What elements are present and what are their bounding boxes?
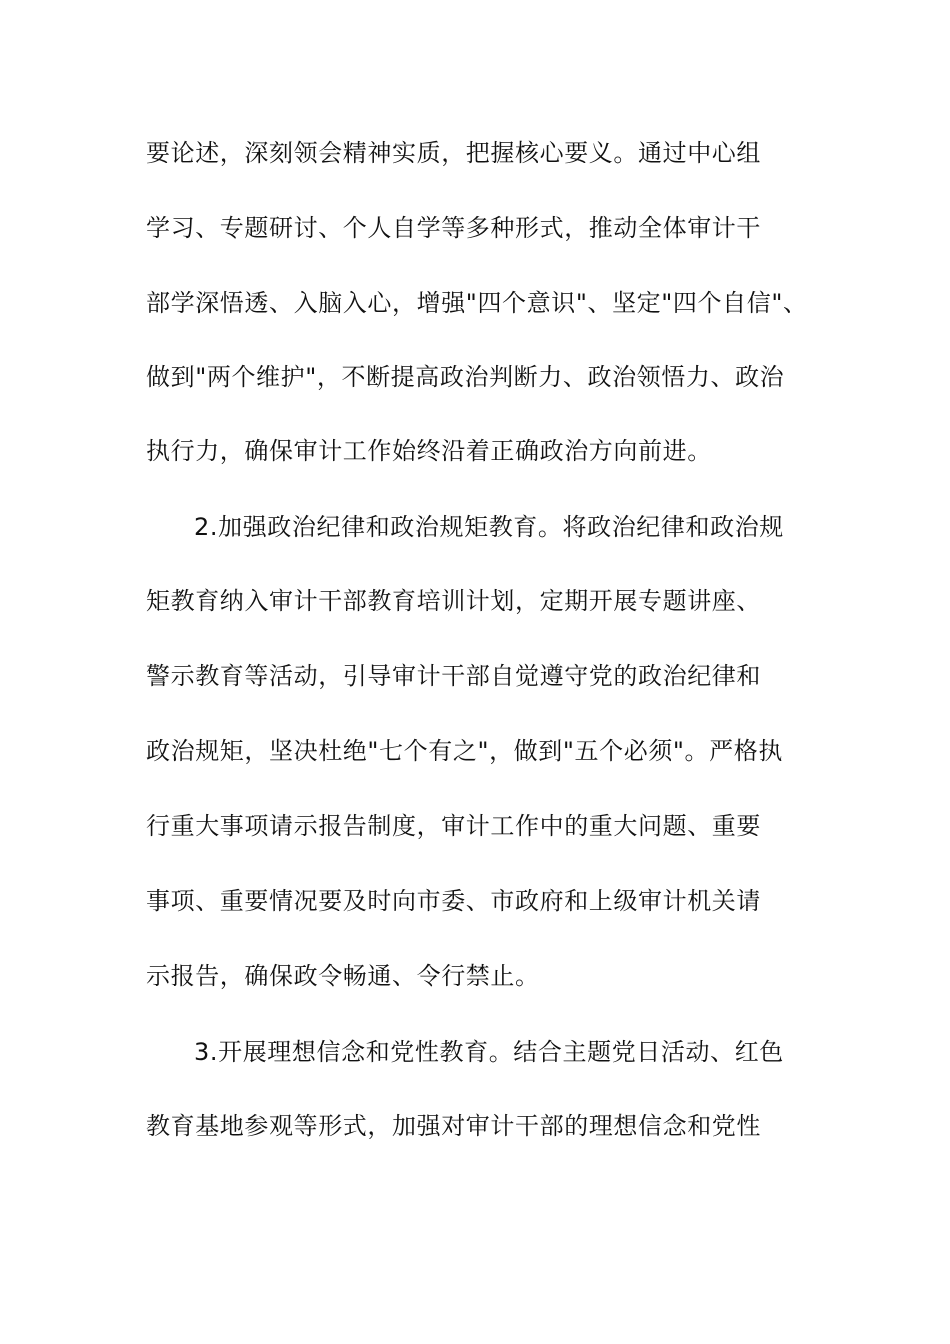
paragraph-3-start: 3.开展理想信念和党性教育。结合主题党日活动、红色	[194, 1038, 784, 1066]
text-line: 做到"两个维护"，不断提高政治判断力、政治领悟力、政治	[146, 363, 785, 391]
text-line: 政治规矩，坚决杜绝"七个有之"，做到"五个必须"。严格执	[146, 737, 783, 765]
text-line: 学习、专题研讨、个人自学等多种形式，推动全体审计干	[146, 214, 761, 242]
text-line: 行重大事项请示报告制度，审计工作中的重大问题、重要	[146, 812, 761, 840]
text-line: 矩教育纳入审计干部教育培训计划，定期开展专题讲座、	[146, 587, 761, 615]
paragraph-2-start: 2.加强政治纪律和政治规矩教育。将政治纪律和政治规	[194, 513, 784, 541]
text-line: 要论述，深刻领会精神实质，把握核心要义。通过中心组	[146, 139, 761, 167]
text-line: 事项、重要情况要及时向市委、市政府和上级审计机关请	[146, 887, 761, 915]
text-line: 部学深悟透、入脑入心，增强"四个意识"、坚定"四个自信"、	[146, 289, 808, 317]
text-line: 示报告，确保政令畅通、令行禁止。	[146, 962, 540, 990]
text-line: 执行力，确保审计工作始终沿着正确政治方向前进。	[146, 437, 712, 465]
text-line: 警示教育等活动，引导审计干部自觉遵守党的政治纪律和	[146, 662, 761, 690]
text-line: 教育基地参观等形式，加强对审计干部的理想信念和党性	[146, 1112, 761, 1140]
